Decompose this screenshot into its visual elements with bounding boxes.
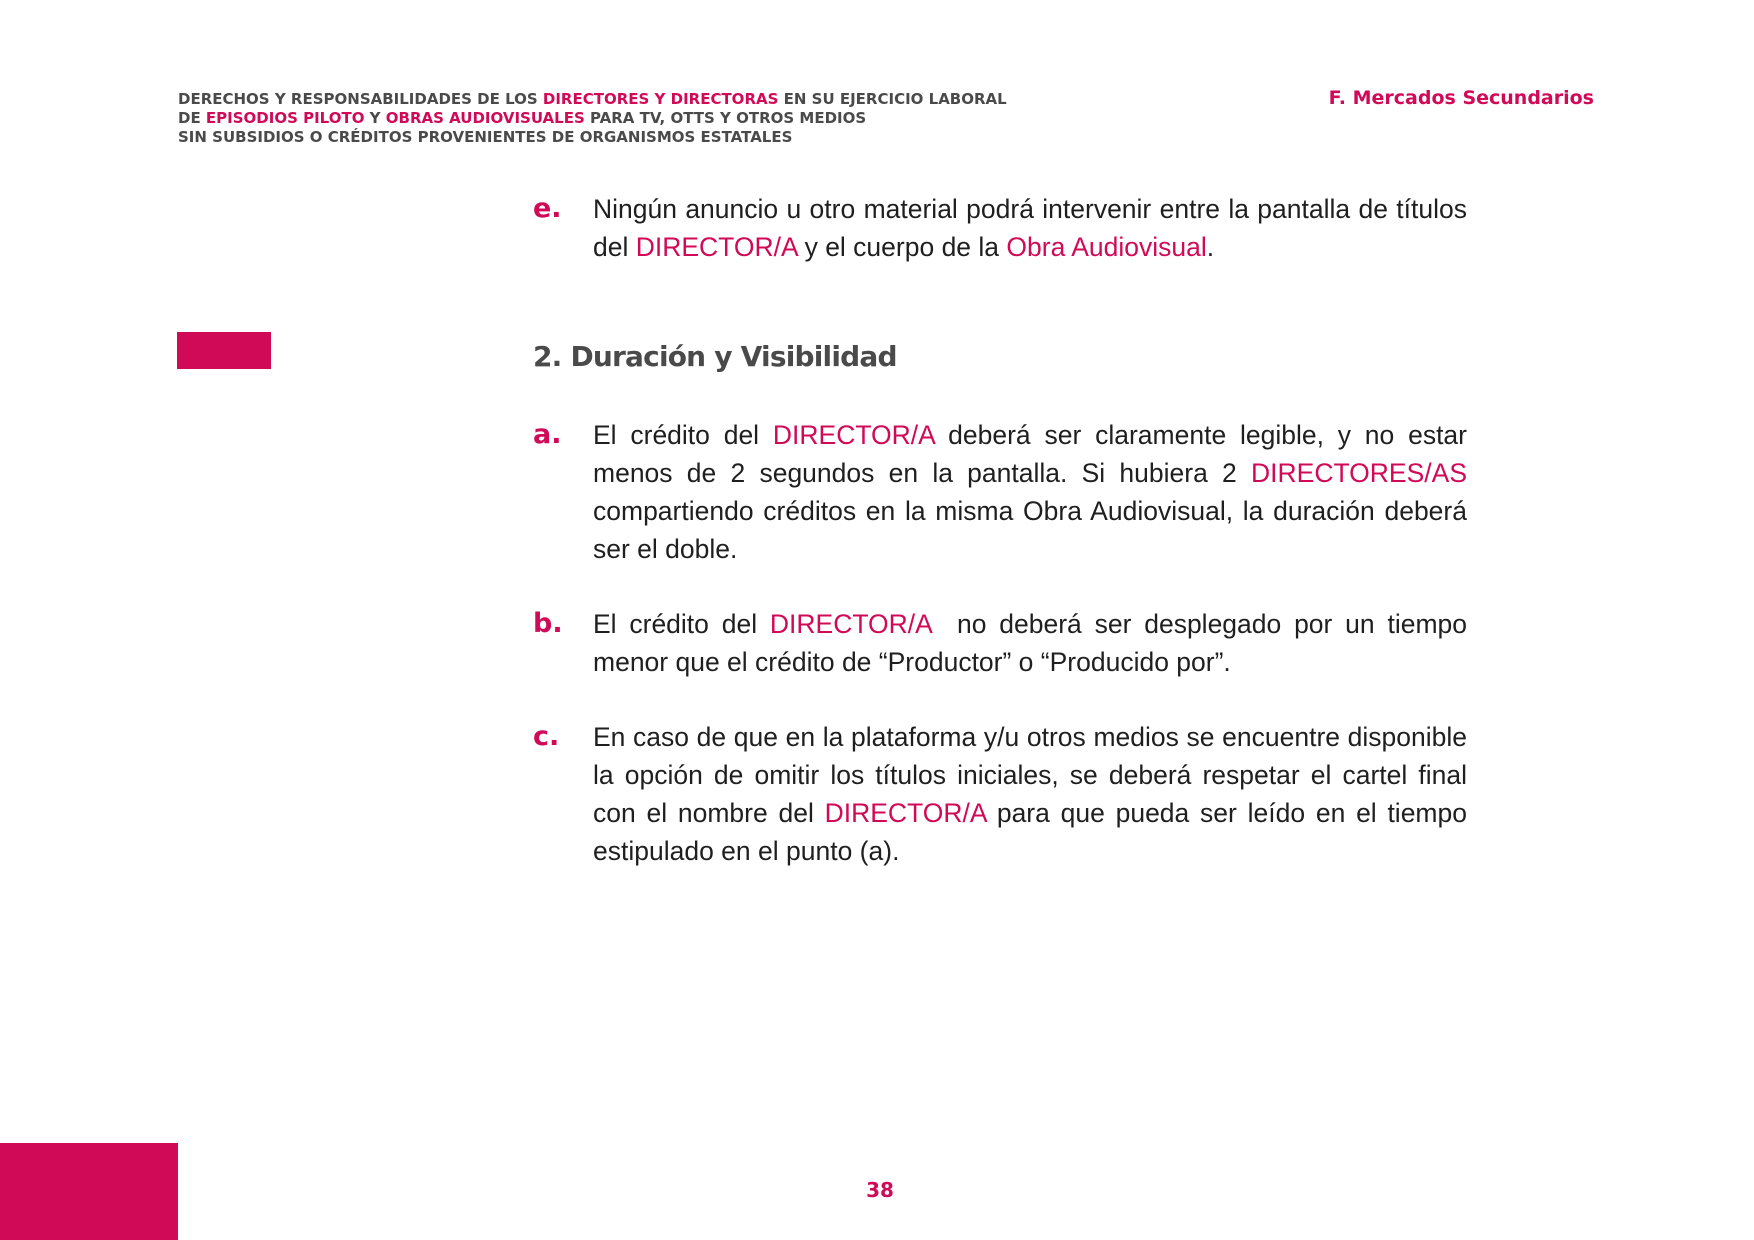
list-item-b — [533, 605, 1475, 681]
list-item-text: Ningún anuncio u otro material podrá intervenir entre la pantalla de títulos del DIRECTOR/A y el cuerpo de la Obra Audiovisual. — [593, 194, 1467, 262]
header-highlight-obras: OBRAS AUDIOVISUALES — [385, 109, 585, 127]
header-line-1: DERECHOS Y RESPONSABILIDADES DE LOS DIRECTORES Y DIRECTORAS EN SU EJERCICIO LABORAL — [178, 90, 1007, 108]
running-header — [178, 90, 1078, 147]
list-item-text: En caso de que en la plataforma y/u otros medios se encuentre disponible la opción de omitir los títulos iniciales, se deberá respetar el cartel final con el nombre del DIRECTOR/A para que pueda ser leído en el tiempo estipulado en el punto (a). — [593, 722, 1467, 866]
list-marker: a. — [533, 419, 562, 450]
section-heading: 2. Duración y Visibilidad — [533, 340, 897, 373]
header-line-3: SIN SUBSIDIOS O CRÉDITOS PROVENIENTES DE ORGANISMOS ESTATALES — [178, 128, 793, 146]
highlight-director: DIRECTOR/A — [772, 420, 935, 450]
list-item-e — [533, 190, 1467, 266]
list-marker: c. — [533, 721, 560, 752]
highlight-obra-audiovisual: Obra Audiovisual — [1006, 232, 1207, 262]
list-item-a — [533, 416, 1467, 568]
corner-accent-block — [0, 1143, 178, 1240]
highlight-directores: DIRECTORES/AS — [1251, 458, 1467, 488]
header-highlight-episodios: EPISODIOS PILOTO — [205, 109, 365, 127]
header-line-2: DE EPISODIOS PILOTO Y OBRAS AUDIOVISUALES PARA TV, OTTS Y OTROS MEDIOS — [178, 109, 867, 127]
list-marker: e. — [533, 193, 562, 224]
list-item-text: El crédito del DIRECTOR/A deberá ser claramente legible, y no estar menos de 2 segundos en la pantalla. Si hubiera 2 DIRECTORES/AS compartiendo créditos en la misma Obra Audiovisual, la duración deberá ser el doble. — [593, 420, 1467, 564]
list-item-c — [533, 718, 1467, 870]
page-number: 38 — [866, 1178, 894, 1202]
header-highlight-directores: DIRECTORES Y DIRECTORAS — [542, 90, 779, 108]
highlight-director: DIRECTOR/A — [635, 232, 798, 262]
section-title: F. Mercados Secundarios — [1328, 87, 1594, 109]
list-item-text: El crédito del DIRECTOR/A no deberá ser desplegado por un tiempo menor que el crédito de “Productor” o “Producido por”. — [593, 609, 1475, 677]
highlight-director: DIRECTOR/A — [769, 609, 932, 639]
section-marker-bar — [177, 332, 271, 369]
list-marker: b. — [533, 608, 563, 639]
highlight-director: DIRECTOR/A — [824, 798, 987, 828]
